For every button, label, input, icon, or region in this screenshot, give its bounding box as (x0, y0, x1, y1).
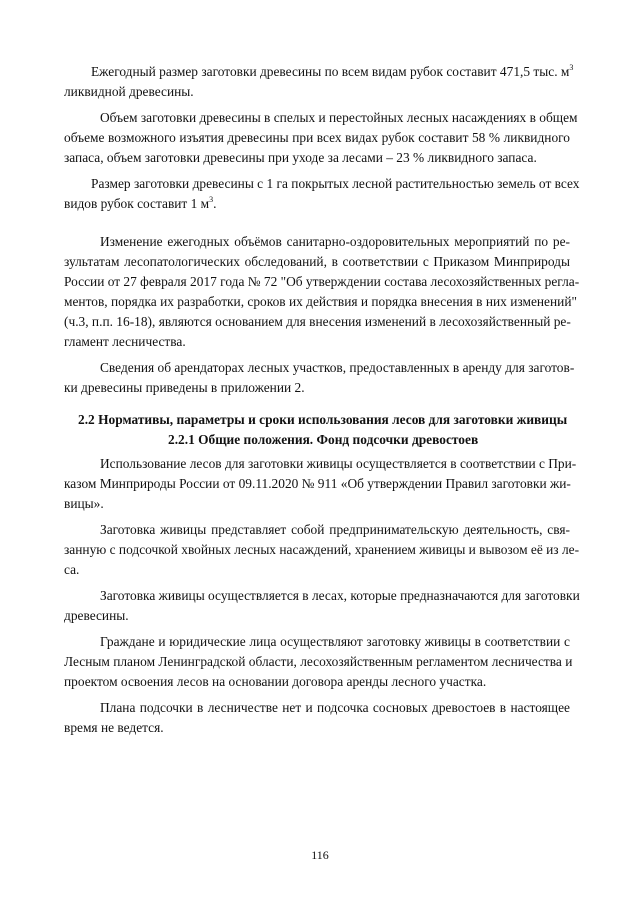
paragraph-line: России от 27 февраля 2017 года № 72 "Об утверждении состава лесохозяйственных регла- (64, 274, 580, 289)
paragraph-line: Объем заготовки древесины в спелых и перестойных лесных насаждениях в общем (100, 110, 578, 125)
paragraph-line: са. (64, 562, 80, 577)
paragraph-line: Сведения об арендаторах лесных участков, предоставленных в аренду для заготов- (100, 360, 575, 375)
paragraph-line: Изменение ежегодных объёмов санитарно-оздоровительных мероприятий по ре- (100, 234, 570, 249)
paragraph-line: Граждане и юридические лица осуществляют заготовку живицы в соответствии с (100, 634, 570, 649)
paragraph-line: древесины. (64, 608, 129, 623)
paragraph-line: Лесным планом Ленинградской области, лесохозяйственным регламентом лесничества и (64, 654, 573, 669)
paragraph-line (64, 196, 217, 212)
paragraph-line: казом Минприроды России от 09.11.2020 № 911 «Об утверждении Правил заготовки жи- (64, 476, 571, 491)
paragraph-line: гламент лесничества. (64, 334, 186, 349)
superscript: 3 (569, 63, 574, 72)
paragraph-line: Размер заготовки древесины с 1 га покрытых лесной растительностью земель от всех (91, 176, 580, 191)
paragraph-line: Плана подсочки в лесничестве нет и подсочка сосновых древостоев в настоящее (100, 700, 570, 715)
paragraph-line: (ч.3, п.п. 16-18), являются основанием для внесения изменений в лесохозяйственный ре- (64, 314, 571, 329)
paragraph-line (91, 64, 573, 80)
paragraph-line: время не ведется. (64, 720, 164, 735)
paragraph-line: занную с подсочкой хвойных лесных насаждений, хранением живицы и вывозом её из ле- (64, 542, 580, 557)
paragraph-line: запаса, объем заготовки древесины при уходе за лесами – 23 % ликвидного запаса. (64, 150, 537, 165)
paragraph-line: ки древесины приведены в приложении 2. (64, 380, 305, 395)
text: Ежегодный размер заготовки древесины по всем видам рубок составит 471,5 тыс. м (91, 64, 570, 79)
superscript: 3 (209, 195, 214, 204)
subsection-heading: 2.2.1 Общие положения. Фонд подсочки древостоев (168, 432, 479, 447)
page-number: 116 (311, 848, 329, 862)
paragraph-line: вицы». (64, 496, 104, 511)
paragraph-line: объеме возможного изъятия древесины при всех видах рубок составит 58 % ликвидного (64, 130, 570, 145)
paragraph-line: Заготовка живицы представляет собой предпринимательскую деятельность, свя- (100, 522, 570, 537)
text: . (213, 196, 217, 211)
paragraph-line: Использование лесов для заготовки живицы осуществляется в соответствии с При- (100, 456, 577, 471)
section-heading: 2.2 Нормативы, параметры и сроки использования лесов для заготовки живицы (78, 412, 568, 427)
paragraph-line: проектом освоения лесов на основании договора аренды лесного участка. (64, 674, 487, 689)
paragraph-line: ментов, порядка их разработки, сроков их действия и порядка внесения в них изменений" (64, 294, 577, 309)
paragraph-line: зультатам лесопатологических обследований, в соответствии с Приказом Минприроды (64, 254, 570, 269)
paragraph-line: Заготовка живицы осуществляется в лесах, которые предназначаются для заготовки (100, 588, 580, 603)
text: видов рубок составит 1 м (64, 196, 210, 211)
paragraph-line: ликвидной древесины. (64, 84, 194, 99)
